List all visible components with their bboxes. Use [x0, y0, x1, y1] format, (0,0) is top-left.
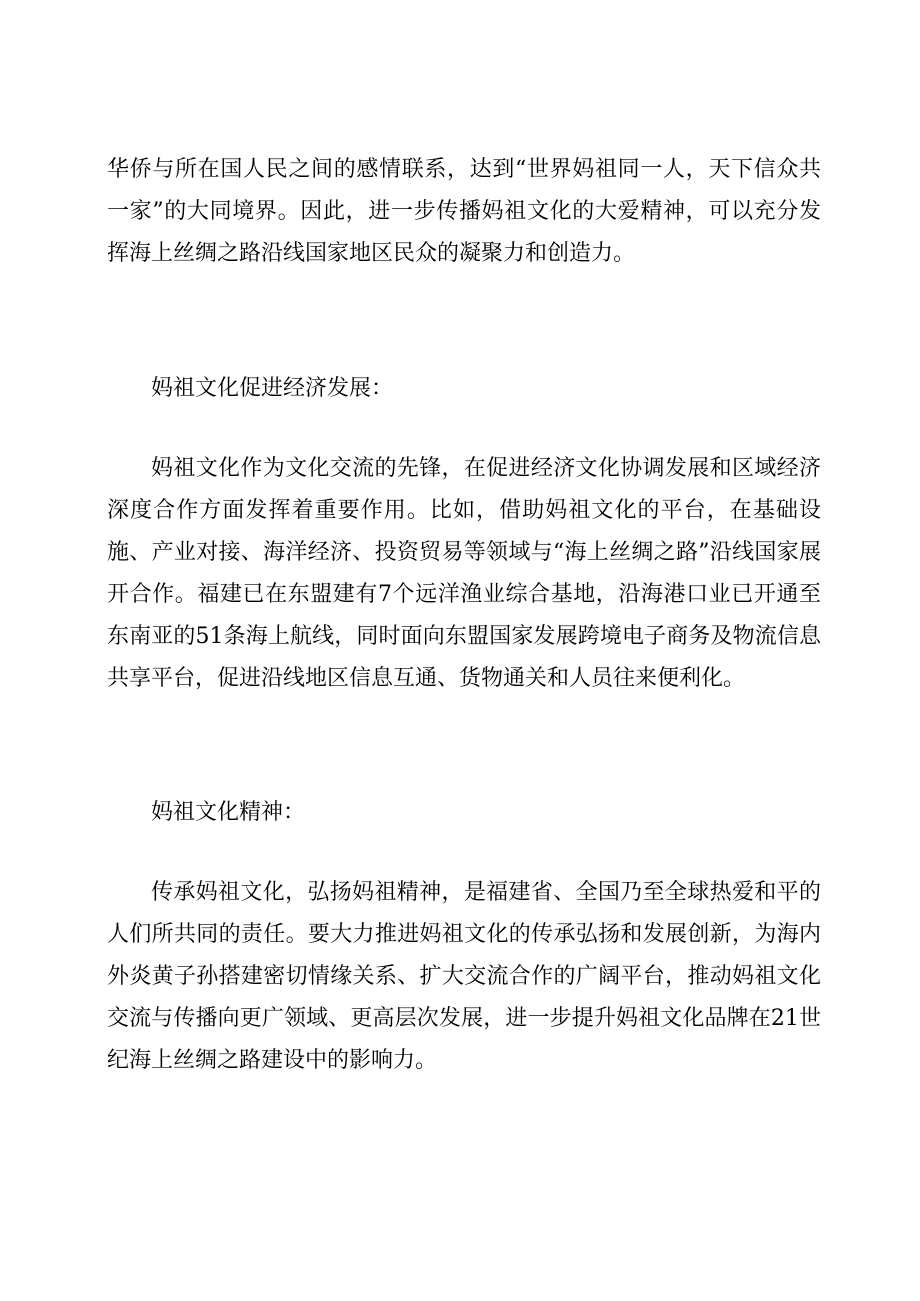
section-heading-economic-development: 妈祖文化促进经济发展： — [151, 376, 394, 401]
paragraph-continuation: 华侨与所在国人民之间的感情联系，达到“世界妈祖同一人，天下信众共一家”的大同境界。因此，进一步传播妈祖文化的大爱精神，可以充分发挥海上丝绸之路沿线国家地区民众的凝聚力和创造力。 — [107, 157, 821, 266]
paragraph-mazu-spirit: 传承妈祖文化，弘扬妈祖精神，是福建省、全国乃至全球热爱和平的人们所共同的责任。要大力推进妈祖文化的传承弘扬和发展创新，为海内外炎黄子孙搭建密切情缘关系、扩大交流合作的广阔平台，推动妈祖文化交流与传播向更广领域、更高层次发展，进一步提升妈祖文化品牌在21世纪海上丝绸之路建设中的影响力。 — [107, 880, 821, 1073]
section-heading-mazu-spirit: 妈祖文化精神： — [151, 800, 306, 825]
paragraph-economic-development: 妈祖文化作为文化交流的先锋，在促进经济文化协调发展和区域经济深度合作方面发挥着重要作用。比如，借助妈祖文化的平台，在基础设施、产业对接、海洋经济、投资贸易等领域与“海上丝绸之路”沿线国家展开合作。福建已在东盟建有7个远洋渔业综合基地，沿海港口业已开通至东南亚的51条海上航线，同时面向东盟国家发展跨境电子商务及物流信息共享平台，促进沿线地区信息互通、货物通关和人员往来便利化。 — [107, 456, 821, 691]
